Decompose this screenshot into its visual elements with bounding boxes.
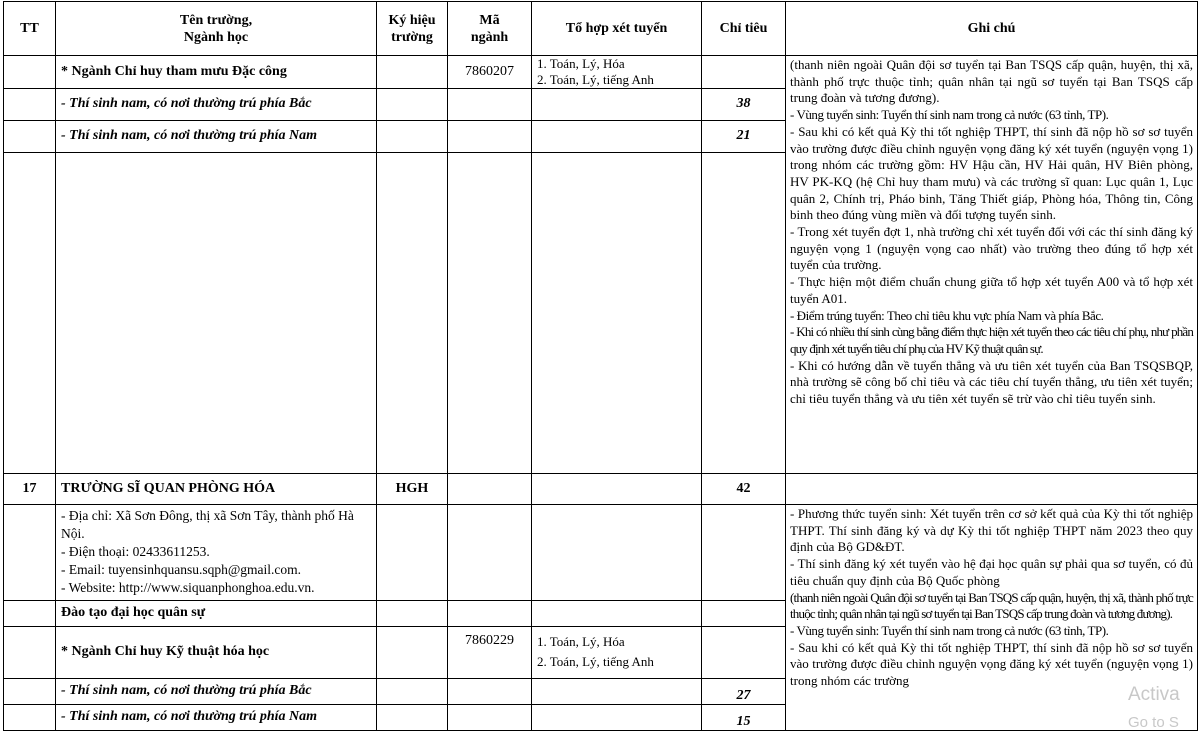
admissions-table bbox=[3, 1, 1198, 731]
north-candidates-label: - Thí sinh nam, có nơi thường trú phía Bắc bbox=[56, 679, 377, 705]
major-code: 7860207 bbox=[448, 56, 532, 89]
north-quota: 38 bbox=[702, 89, 786, 121]
note-paragraph: - Sau khi có kết quả Kỳ thi tốt nghiệp THPT, thí sinh đã nộp hồ sơ sơ tuyển vào trường được điều chỉnh nguyện vọng đăng ký xét tuyển (nguyện vọng 1) trong nhóm các trường gồm: HV Hậu cần, HV Hải quân, HV Biên phòng, HV PK-KQ (hệ Chỉ huy tham mưu) và các trường sĩ quan: Lục quân 1, Lục quân 2, Chính trị, Pháo binh, Tăng Thiết giáp, Phòng hóa, Thông tin, Công binh theo đúng vùng miền và đối tượng tuyển sinh. bbox=[790, 123, 1193, 223]
note-paragraph: - Thực hiện một điểm chuẩn chung giữa tổ hợp xét tuyển A00 và tổ hợp xét tuyển A01. bbox=[790, 274, 1193, 306]
south-quota: 21 bbox=[702, 121, 786, 153]
note-paragraph: - Thí sinh đăng ký xét tuyển vào hệ đại học quân sự phải qua sơ tuyển, có đủ tiêu chuẩn quy định của Bộ Quốc phòng bbox=[790, 556, 1193, 588]
table-row bbox=[4, 505, 1198, 601]
header-notes: Ghi chú bbox=[786, 2, 1198, 56]
training-type: Đào tạo đại học quân sự bbox=[56, 601, 377, 627]
header-school-code bbox=[377, 2, 448, 56]
header-major-code bbox=[448, 2, 532, 56]
note-paragraph: - Phương thức tuyển sinh: Xét tuyển trên cơ sở kết quả của Kỳ thi tốt nghiệp THPT. Thí sinh đăng ký và dự Kỳ thi tốt nghiệp THPT năm 2023 theo quy định của Bộ GD&ĐT. bbox=[790, 506, 1193, 555]
note-paragraph: (thanh niên ngoài Quân đội sơ tuyển tại Ban TSQS cấp quận, huyện, thị xã, thành phố trực thuộc tỉnh; quân nhân tại ngũ sơ tuyển tại Ban TSQS cấp trung đoàn và tương đương). bbox=[790, 57, 1193, 106]
header-major-line: Ngành học bbox=[183, 29, 249, 45]
note-paragraph: - Khi có hướng dẫn về tuyển thẳng và ưu tiên xét tuyển của Ban TSQSBQP, nhà trường sẽ công bố chỉ tiêu và các tiêu chí tuyển thẳng, ưu tiên xét tuyển; chỉ tiêu tuyển thẳng và ưu tiên xét tuyển sẽ trừ vào chỉ tiêu tuyển sinh. bbox=[790, 357, 1193, 407]
activation-watermark-line2: Go to S bbox=[1128, 714, 1179, 731]
header-majorcode-line1: Mã bbox=[479, 12, 500, 28]
combination-1: 1. Toán, Lý, Hóa bbox=[537, 634, 625, 649]
school-website: - Website: http://www.siquanphonghoa.edu.vn. bbox=[61, 580, 315, 595]
header-quota: Chỉ tiêu bbox=[702, 2, 786, 56]
major-name: * Ngành Chỉ huy tham mưu Đặc công bbox=[56, 56, 377, 89]
combination-cell bbox=[532, 627, 702, 679]
header-school-line: Tên trường, bbox=[179, 12, 253, 28]
header-majorcode-line2: ngành bbox=[470, 29, 509, 45]
school-contact-info bbox=[56, 505, 377, 601]
notes-cell bbox=[786, 56, 1198, 474]
activation-watermark-line1: Activa bbox=[1128, 684, 1180, 705]
note-paragraph: - Vùng tuyển sinh: Tuyển thí sinh nam trong cả nước (63 tỉnh, TP). bbox=[790, 622, 1109, 638]
note-paragraph: - Sau khi có kết quả Kỳ thi tốt nghiệp THPT, thí sinh đã nộp hồ sơ sơ tuyển vào trường được điều chỉnh nguyện vọng đăng ký xét tuyển (nguyện vọng 1) trong nhóm các trường bbox=[790, 639, 1193, 689]
note-paragraph: - Vùng tuyển sinh: Tuyển thí sinh nam trong cả nước (63 tỉnh, TP). bbox=[790, 107, 1109, 123]
header-code-line1: Ký hiệu bbox=[388, 12, 436, 28]
combination-1: 1. Toán, Lý, Hóa bbox=[537, 56, 625, 71]
school-quota: 42 bbox=[702, 474, 786, 505]
note-paragraph: - Trong xét tuyển đợt 1, nhà trường chỉ xét tuyển đối với các thí sinh đăng ký nguyện vọng 1 (nguyện vọng cao nhất) vào trường theo đúng tổ hợp xét tuyển của trường. bbox=[790, 224, 1193, 273]
major-name: * Ngành Chỉ huy Kỹ thuật hóa học bbox=[56, 627, 377, 679]
note-paragraph: (thanh niên ngoài Quân đội sơ tuyển tại Ban TSQS cấp quận, huyện, thị xã, thành phố trực thuộc tỉnh; quân nhân tại ngũ sơ tuyển tại Ban TSQS cấp trung đoàn và tương đương). bbox=[790, 589, 1193, 622]
header-code-line2: trường bbox=[391, 29, 433, 45]
north-quota: 27 bbox=[702, 679, 786, 705]
school-phone: - Điện thoại: 02433611253. bbox=[61, 544, 210, 559]
combination-2: 2. Toán, Lý, tiếng Anh bbox=[537, 72, 654, 87]
header-school-major bbox=[56, 2, 377, 56]
school-address: - Địa chỉ: Xã Sơn Đông, thị xã Sơn Tây, thành phố Hà Nội. bbox=[61, 508, 354, 541]
school-number: 17 bbox=[4, 474, 56, 505]
south-candidates-label: - Thí sinh nam, có nơi thường trú phía Nam bbox=[56, 705, 377, 731]
school-row bbox=[4, 474, 1198, 505]
south-quota: 15 bbox=[702, 705, 786, 731]
header-tt: TT bbox=[4, 2, 56, 56]
south-candidates-label: - Thí sinh nam, có nơi thường trú phía Nam bbox=[56, 121, 377, 153]
school-email: - Email: tuyensinhquansu.sqph@gmail.com. bbox=[61, 562, 302, 577]
header-combination: Tổ hợp xét tuyển bbox=[532, 2, 702, 56]
note-paragraph: - Điểm trúng tuyển: Theo chỉ tiêu khu vực phía Nam và phía Bắc. bbox=[790, 307, 1104, 323]
table-row bbox=[4, 56, 1198, 89]
table-header-row bbox=[4, 2, 1198, 56]
major-code: 7860229 bbox=[448, 627, 532, 679]
note-paragraph: - Khi có nhiều thí sinh cùng bằng điểm thực hiện xét tuyển theo các tiêu chí phụ, như phần quy định xét tuyển tiêu chí phụ của HV Kỹ thuật quân sự. bbox=[790, 324, 1193, 356]
combination-cell bbox=[532, 56, 702, 89]
combination-2: 2. Toán, Lý, tiếng Anh bbox=[537, 654, 654, 669]
school-name: TRƯỜNG SĨ QUAN PHÒNG HÓA bbox=[56, 474, 377, 505]
school-code: HGH bbox=[377, 474, 448, 505]
north-candidates-label: - Thí sinh nam, có nơi thường trú phía Bắc bbox=[56, 89, 377, 121]
